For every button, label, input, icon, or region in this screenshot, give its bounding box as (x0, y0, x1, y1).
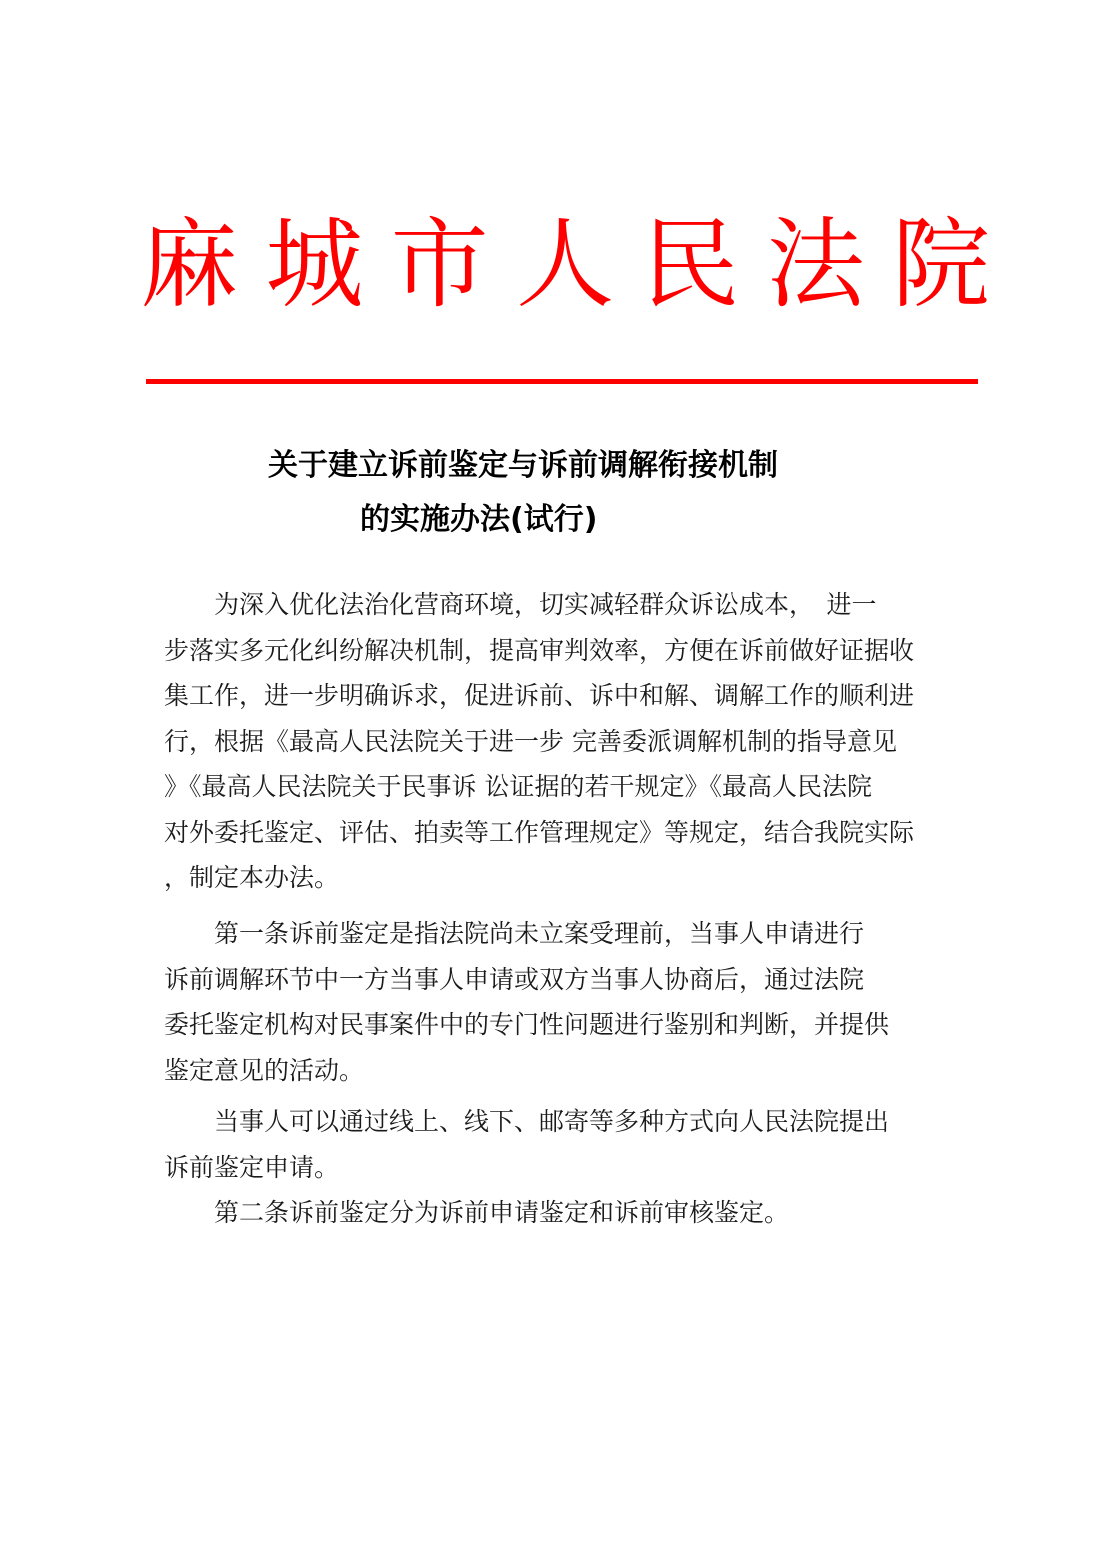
paragraph-line: 诉前调解环节中一方当事人申请或双方当事人协商后，通过法院 (164, 964, 865, 994)
court-name-char: 麻 (140, 208, 239, 322)
document-title-line-1: 关于建立诉前鉴定与诉前调解衔接机制 (268, 448, 778, 483)
paragraph-line: 委托鉴定机构对民事案件中的专门性问题进行鉴别和判断，并提供 (164, 1010, 890, 1039)
paragraph-line: 为深入优化法治化营商环境，切实减轻群众诉讼成本， 进一 (164, 590, 877, 619)
court-name-header (140, 205, 990, 325)
paragraph-line: 鉴定意见的活动。 (164, 1055, 365, 1085)
header-divider (146, 379, 978, 384)
paragraph-intro (164, 582, 939, 901)
paragraph-line: 第一条诉前鉴定是指法院尚未立案受理前，当事人申请进行 (164, 919, 865, 948)
court-name-char: 民 (641, 208, 740, 322)
paragraph-article-2 (164, 1190, 939, 1236)
paragraph-application-methods (164, 1099, 939, 1190)
paragraph-line: 当事人可以通过线上、线下、邮寄等多种方式向人民法院提出 (164, 1107, 890, 1136)
paragraph-line: 行，根据《最高人民法院关于进一步 完善委派调解机制的指导意见 (164, 726, 897, 756)
court-name-char: 院 (891, 208, 990, 322)
court-name-char: 市 (390, 208, 489, 322)
paragraph-line: 步落实多元化纠纷解决机制，提高审判效率，方便在诉前做好证据收 (164, 635, 915, 665)
paragraph-line: ，制定本办法。 (164, 863, 340, 892)
paragraph-line: 对外委托鉴定、评估、拍卖等工作管理规定》等规定，结合我院实际 (164, 817, 915, 847)
court-name-char: 法 (766, 208, 865, 322)
court-name-char: 城 (265, 208, 364, 322)
paragraph-line: 诉前鉴定申请。 (164, 1152, 340, 1182)
paragraph-line: 》《最高人民法院关于民事诉 讼证据的若干规定》《最高人民法院 (164, 772, 872, 801)
paragraph-line: 第二条诉前鉴定分为诉前申请鉴定和诉前审核鉴定。 (164, 1198, 790, 1227)
document-title-line-2: 的实施办法(试行) (360, 502, 598, 537)
paragraph-line: 集工作，进一步明确诉求，促进诉前、诉中和解、调解工作的顺利进 (164, 681, 915, 710)
paragraph-article-1 (164, 911, 939, 1093)
court-name-char: 人 (515, 208, 614, 322)
